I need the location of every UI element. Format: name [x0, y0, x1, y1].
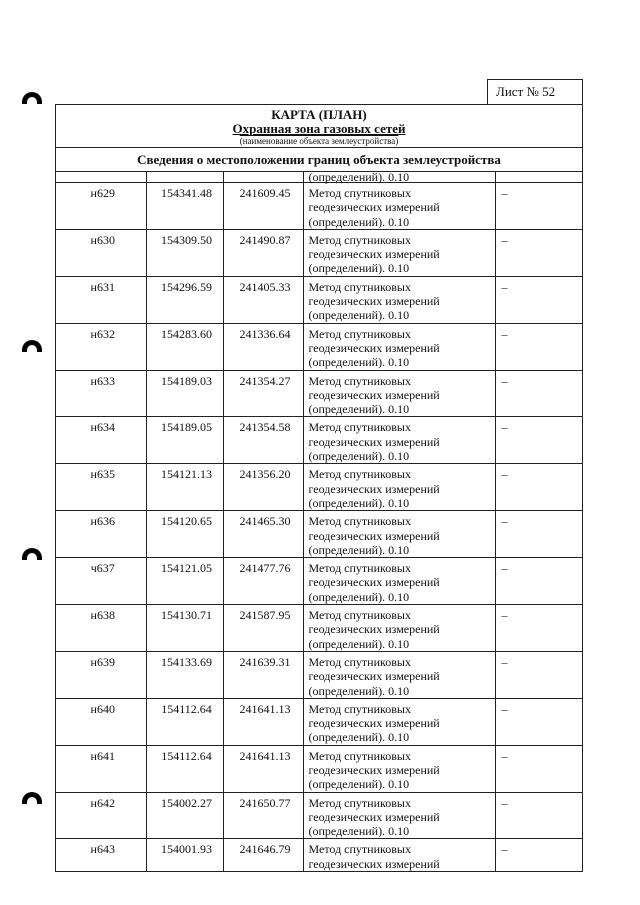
sheet-number: Лист № 52 [487, 79, 583, 105]
x-coordinate-cell: 154296.59 [146, 276, 223, 323]
y-coordinate-cell: 241356.20 [223, 464, 303, 511]
note-cell: – [495, 745, 582, 792]
y-coordinate-cell: 241609.45 [223, 183, 303, 230]
method-line: Метод спутниковых [308, 561, 411, 576]
y-coordinate-cell: 241587.95 [223, 605, 303, 652]
method-line: (определений). 0.10 [308, 824, 410, 839]
method-line: (определений). 0.10 [308, 777, 410, 792]
y-coordinate-cell: 241650.77 [223, 792, 303, 839]
x-coordinate-cell: 154133.69 [146, 651, 223, 698]
point-id-cell: н642 [56, 792, 146, 839]
method-cell [303, 651, 495, 698]
method-cell [303, 370, 495, 417]
object-name: Охранная зона газовых сетей [232, 121, 406, 136]
method-line: геодезических измерений [308, 575, 440, 590]
method-cell [303, 323, 495, 370]
method-cell [303, 464, 495, 511]
note-cell: – [495, 511, 582, 558]
method-line: геодезических измерений [308, 387, 440, 402]
method-line: Метод спутниковых [308, 420, 411, 435]
point-id-cell: н633 [56, 370, 146, 417]
y-coordinate-cell: 241641.13 [223, 745, 303, 792]
method-line: (определений). 0.10 [308, 636, 410, 651]
x-coordinate-cell: 154189.03 [146, 370, 223, 417]
method-cell [303, 183, 495, 230]
method-line: (определений). 0.10 [308, 449, 410, 464]
note-cell: – [495, 605, 582, 652]
point-id-cell: н639 [56, 651, 146, 698]
table-row [56, 417, 582, 464]
point-id-cell: н643 [56, 839, 146, 872]
note-cell: – [495, 651, 582, 698]
x-coordinate-cell: 154121.13 [146, 464, 223, 511]
table-row [56, 323, 582, 370]
method-line: Метод спутниковых [308, 842, 411, 857]
method-line: (определений). 0.10 [308, 542, 410, 557]
x-coordinate-cell: 154283.60 [146, 323, 223, 370]
x-coordinate-cell: 154120.65 [146, 511, 223, 558]
method-cell [303, 558, 495, 605]
table-row [56, 229, 582, 276]
note-cell: – [495, 323, 582, 370]
method-line: Метод спутниковых [308, 795, 411, 810]
x-coordinate-cell: 154112.64 [146, 698, 223, 745]
table-row [56, 370, 582, 417]
method-line: геодезических измерений [308, 809, 440, 824]
method-cell [303, 839, 495, 872]
note-cell: – [495, 464, 582, 511]
table-row [56, 464, 582, 511]
method-line: Метод спутниковых [308, 232, 411, 247]
table-row [56, 839, 582, 872]
point-id-cell: н634 [56, 417, 146, 464]
x-coordinate-cell: 154121.05 [146, 558, 223, 605]
document-table-frame [55, 104, 583, 872]
x-coordinate-cell: 154112.64 [146, 745, 223, 792]
note-cell: – [495, 698, 582, 745]
y-coordinate-cell: 241639.31 [223, 651, 303, 698]
punch-hole-mark [22, 340, 42, 352]
method-line: Метод спутниковых [308, 748, 411, 763]
point-id-cell: ч637 [56, 558, 146, 605]
x-coordinate-cell: 154189.05 [146, 417, 223, 464]
method-line: геодезических измерений [308, 200, 440, 215]
method-line: (определений). 0.10 [308, 402, 410, 417]
point-id-cell: н629 [56, 183, 146, 230]
table-row [56, 792, 582, 839]
method-line: Метод спутниковых [308, 326, 411, 341]
point-id-cell: н641 [56, 745, 146, 792]
method-line: Метод спутниковых [308, 373, 411, 388]
y-coordinate-cell: 241465.30 [223, 511, 303, 558]
document-header [56, 105, 582, 148]
note-cell: – [495, 792, 582, 839]
punch-hole-mark [22, 92, 42, 104]
note-cell: – [495, 229, 582, 276]
y-coordinate-cell: 241405.33 [223, 276, 303, 323]
method-cell: (определений). 0.10 [303, 172, 495, 183]
table-row [56, 183, 582, 230]
table-row [56, 651, 582, 698]
point-id-cell: н636 [56, 511, 146, 558]
y-coordinate-cell: 241641.13 [223, 698, 303, 745]
method-line: геодезических измерений [308, 340, 440, 355]
method-line: Метод спутниковых [308, 701, 411, 716]
x-coordinate-cell: 154002.27 [146, 792, 223, 839]
method-line: (определений). 0.10 [308, 730, 410, 745]
note-cell: – [495, 839, 582, 872]
note-cell: – [495, 183, 582, 230]
continuation-row [56, 172, 582, 183]
method-cell [303, 745, 495, 792]
y-coordinate-cell: 241336.64 [223, 323, 303, 370]
method-cell [303, 792, 495, 839]
method-line: (определений). 0.10 [308, 683, 410, 698]
method-line: геодезических измерений [308, 481, 440, 496]
note-cell: – [495, 276, 582, 323]
table-row [56, 698, 582, 745]
point-id-cell: н631 [56, 276, 146, 323]
method-line: Метод спутниковых [308, 654, 411, 669]
method-line: Метод спутниковых [308, 279, 411, 294]
method-line: Метод спутниковых [308, 514, 411, 529]
method-line: геодезических измерений [308, 434, 440, 449]
y-coordinate-cell: 241354.58 [223, 417, 303, 464]
method-line: (определений). 0.10 [308, 589, 410, 604]
table-row [56, 745, 582, 792]
point-id-cell: н640 [56, 698, 146, 745]
method-line: геодезических измерений [308, 669, 440, 684]
point-id-cell: н632 [56, 323, 146, 370]
section-title: Сведения о местоположении границ объекта землеустройства [56, 148, 582, 172]
point-id-cell: н638 [56, 605, 146, 652]
y-coordinate-cell: 241354.27 [223, 370, 303, 417]
x-coordinate-cell: 154130.71 [146, 605, 223, 652]
method-line: Метод спутниковых [308, 186, 411, 200]
method-line: (определений). 0.10 [308, 261, 410, 276]
point-id-cell: н635 [56, 464, 146, 511]
table-row [56, 558, 582, 605]
table-row [56, 605, 582, 652]
y-coordinate-cell: 241646.79 [223, 839, 303, 872]
note-cell: – [495, 370, 582, 417]
x-coordinate-cell: 154309.50 [146, 229, 223, 276]
coordinates-table [56, 172, 582, 872]
x-coordinate-cell: 154001.93 [146, 839, 223, 872]
method-line: Метод спутниковых [308, 467, 411, 482]
method-line: геодезических измерений [308, 528, 440, 543]
y-coordinate-cell: 241477.76 [223, 558, 303, 605]
note-cell: – [495, 558, 582, 605]
x-coordinate-cell: 154341.48 [146, 183, 223, 230]
method-line: геодезических измерений [308, 622, 440, 637]
object-caption: (наименование объекта землеустройства) [239, 136, 399, 146]
table-row [56, 276, 582, 323]
method-line: геодезических измерений [308, 716, 440, 731]
method-line: геодезических измерений [308, 247, 440, 262]
method-line: геодезических измерений [308, 294, 440, 309]
method-cell [303, 276, 495, 323]
method-line: Метод спутниковых [308, 608, 411, 623]
method-cell [303, 511, 495, 558]
method-line: (определений). 0.10 [308, 495, 410, 510]
point-id-cell: н630 [56, 229, 146, 276]
method-cell [303, 605, 495, 652]
y-coordinate-cell: 241490.87 [223, 229, 303, 276]
punch-hole-mark [22, 792, 42, 804]
document-title: КАРТА (ПЛАН) [271, 107, 367, 122]
method-cell [303, 417, 495, 464]
punch-hole-mark [22, 548, 42, 560]
method-line: (определений). 0.10 [308, 355, 410, 370]
table-row [56, 511, 582, 558]
method-line: геодезических измерений [308, 762, 440, 777]
method-line: геодезических измерений [308, 856, 440, 871]
method-cell [303, 229, 495, 276]
method-line: (определений). 0.10 [308, 308, 410, 323]
method-cell [303, 698, 495, 745]
note-cell: – [495, 417, 582, 464]
method-line: (определений). 0.10 [308, 214, 410, 229]
